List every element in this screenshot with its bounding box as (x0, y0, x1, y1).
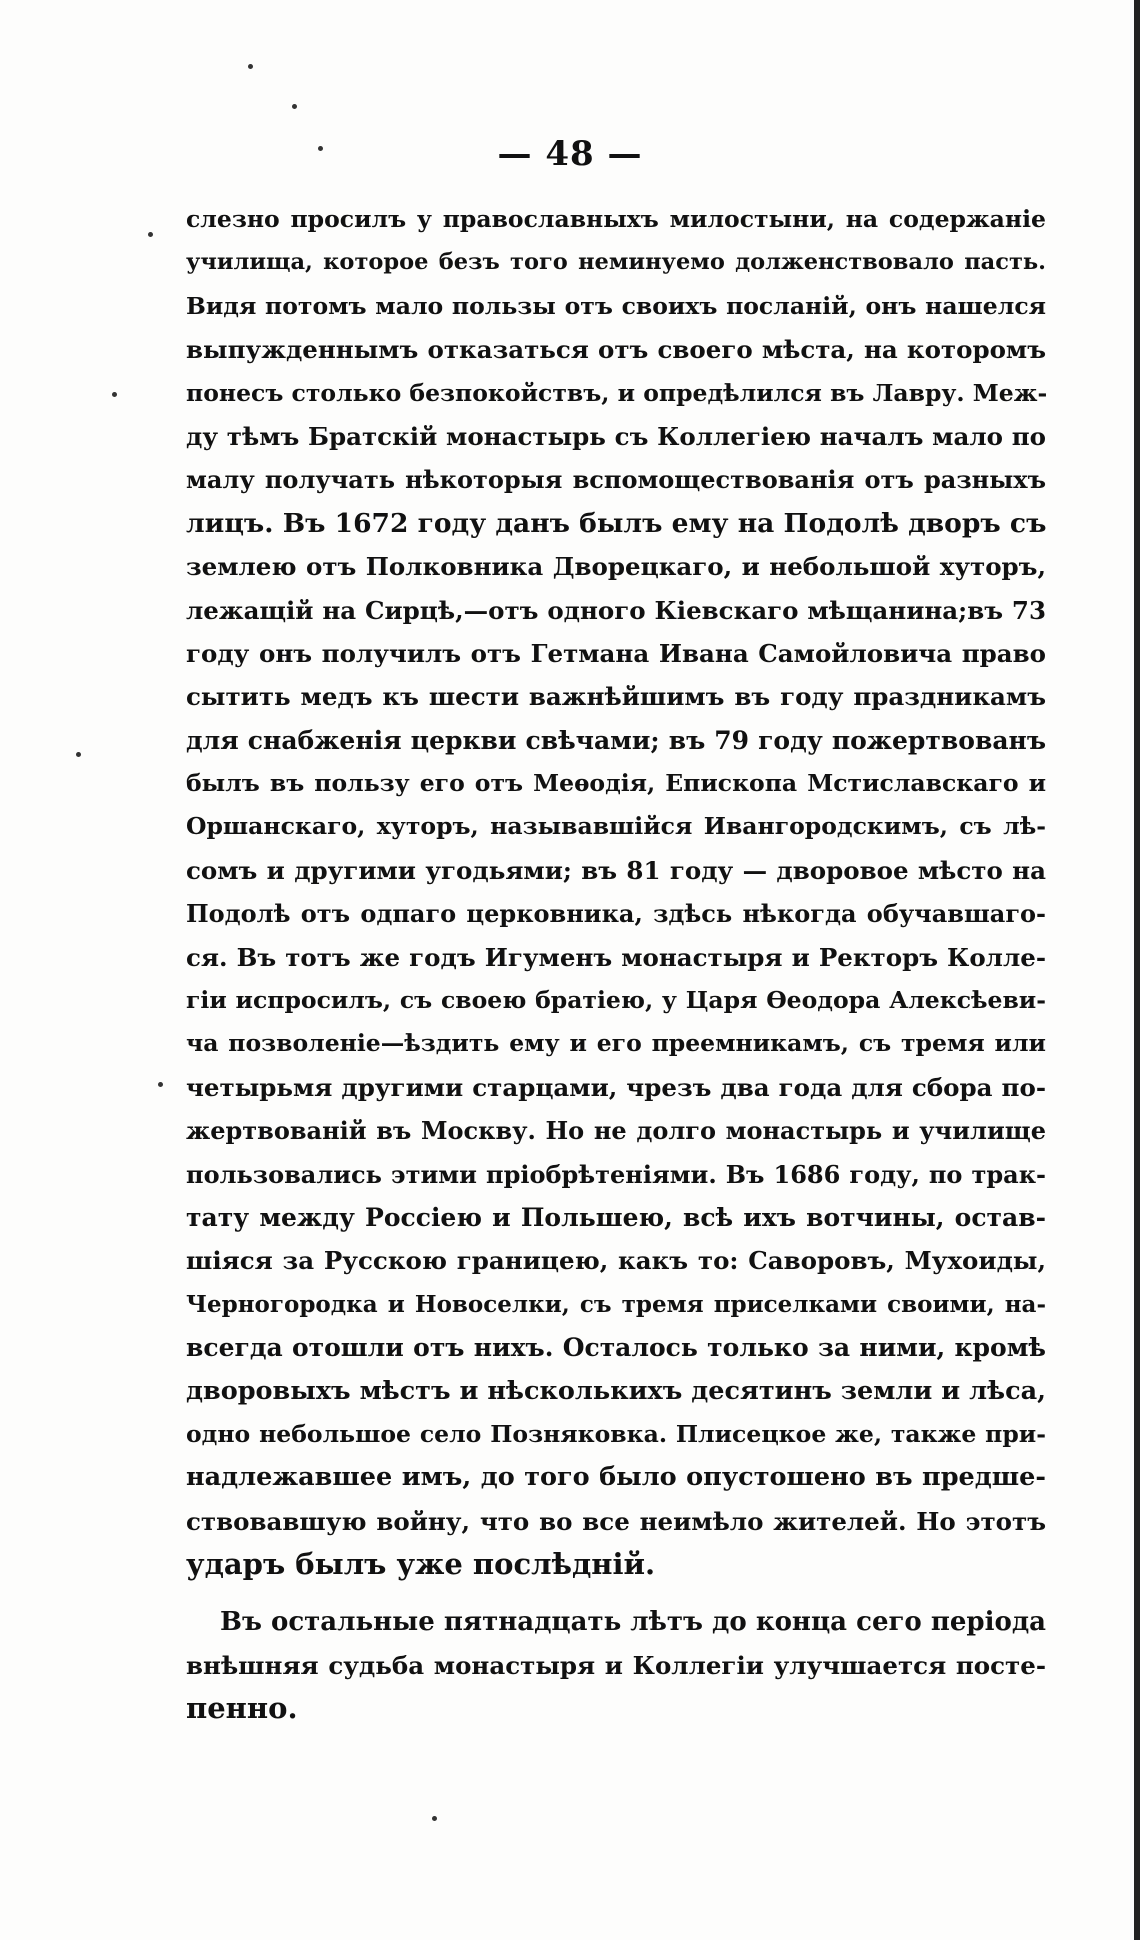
text-line: году онъ получилъ отъ Гетмана Ивана Самойловича право (186, 638, 1046, 668)
text-line: пенно. (186, 1691, 298, 1726)
text-line: четырьмя другими старцами, чрезъ два года для сбора по- (186, 1072, 1046, 1102)
text-line: для снабженія церкви свѣчами; въ 79 году пожертвованъ (186, 725, 1046, 755)
text-line: надлежавшее имъ, до того было опустошено въ предше- (186, 1462, 1046, 1493)
text-line: гіи испросилъ, съ своею братіею, у Царя Ѳеодора Алексѣеви- (186, 986, 1046, 1015)
text-line: выпужденнымъ отказаться отъ своего мѣста, на которомъ (186, 335, 1046, 365)
page-edge-shadow (1134, 0, 1140, 1940)
text-line: сомъ и другими угодьями; въ 81 году — дворовое мѣсто на (186, 855, 1046, 885)
text-line: лежащій на Сирцѣ,—отъ одного Кіевскаго мѣщанина;въ 73 (186, 595, 1046, 625)
text-line: землею отъ Полковника Дворецкаго, и небольшой хуторъ, (186, 552, 1046, 582)
text-line: ча позволеніе—ѣздить ему и его преемникамъ, съ тремя или (186, 1029, 1046, 1058)
text-line: одно небольшое село Позняковка. Плисецкое же, также при- (186, 1419, 1046, 1448)
text-line: ствовавшую войну, что во все неимѣло жителей. Но этотъ (186, 1506, 1046, 1536)
text-line: пользовались этими пріобрѣтеніями. Въ 1686 году, по трак- (186, 1159, 1046, 1189)
text-line: Видя потомъ мало пользы отъ своихъ посланій, онъ нашелся (186, 291, 1046, 320)
text-line: лицъ. Въ 1672 году данъ былъ ему на Подолѣ дворъ съ (186, 507, 1047, 539)
text-line: всегда отошли отъ нихъ. Осталось только за ними, кромѣ (186, 1333, 1046, 1363)
body-text (186, 198, 1046, 1731)
text-line: Подолѣ отъ одпаго церковника, здѣсь нѣкогда обучавшаго- (186, 899, 1046, 929)
paragraph-2 (186, 1601, 1046, 1731)
text-line: понесъ столько безпокойствъ, и опредѣлился въ Лавру. Меж- (186, 378, 1048, 407)
text-line: малу получать нѣкоторыя вспомоществованія отъ разныхъ (186, 465, 1046, 495)
text-line: ударъ былъ уже послѣдній. (186, 1547, 656, 1582)
text-line: тату между Россіею и Польшею, всѣ ихъ вотчины, остав- (186, 1202, 1046, 1232)
text-line: былъ въ пользу его отъ Меѳодія, Епископа Мстиславскаго и (186, 769, 1046, 798)
text-line: ду тѣмъ Братскій монастырь съ Коллегіею началъ мало по (186, 421, 1046, 451)
scan-speck (432, 1816, 437, 1821)
text-line: ся. Въ тотъ же годъ Игуменъ монастыря и Ректоръ Колле- (186, 942, 1046, 972)
text-line: внѣшняя судьба монастыря и Коллегіи улучшается посте- (186, 1650, 1046, 1680)
page-number: — 48 — (497, 134, 643, 174)
text-line: Въ остальные пятнадцать лѣтъ до конца сего періода (220, 1606, 1046, 1637)
scan-speck (148, 232, 153, 237)
text-line: сытить медъ къ шести важнѣйшимъ въ году праздникамъ (186, 682, 1046, 712)
text-line: Оршанскаго, хуторъ, называвшійся Ивангородскимъ, съ лѣ- (186, 812, 1046, 841)
scan-speck (292, 104, 297, 109)
paragraph-1 (186, 198, 1046, 1587)
text-line: Черногородка и Новоселки, съ тремя приселками своими, на- (186, 1290, 1046, 1318)
text-line: училища, которое безъ того неминуемо долженствовало пасть. (186, 249, 1046, 276)
scan-speck (248, 64, 253, 69)
paragraph-gap (186, 1587, 1046, 1601)
text-line: слезно просилъ у православныхъ милостыни, на содержаніе (186, 205, 1046, 233)
scan-speck (158, 1082, 163, 1087)
scan-speck (112, 392, 117, 397)
text-line: шіяся за Русскою границею, какъ то: Саворовъ, Мухоиды, (186, 1246, 1046, 1276)
text-line: жертвованій въ Москву. Но не долго монастырь и училище (186, 1116, 1046, 1146)
scan-speck (76, 752, 81, 757)
text-line: дворовыхъ мѣстъ и нѣсколькихъ десятинъ земли и лѣса, (186, 1375, 1046, 1406)
